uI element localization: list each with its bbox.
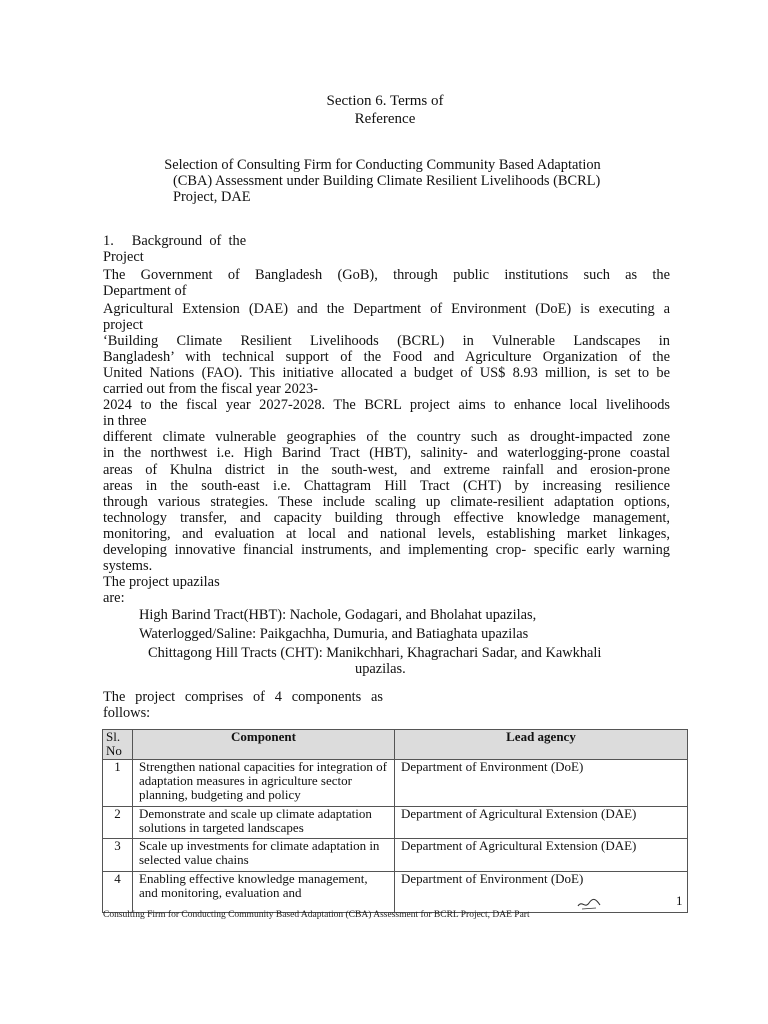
cell-component [133,839,395,872]
list-item-text: High Barind Tract(HBT): Nachole, Godagari, and Bholahat upazilas, [139,607,537,623]
body-line: developing innovative financial instruments, and implementing crop- specific early warning [103,542,670,558]
body-line: through various strategies. These include scaling up climate-resilient adaptation options, [103,494,670,510]
header-component: Component [133,730,395,760]
subtitle-line2: (CBA) Assessment under Building Climate Resilient Livelihoods (BCRL) [173,173,601,189]
components-intro-line2: follows: [103,705,151,721]
body-line: ‘Building Climate Resilient Livelihoods (BCRL) in Vulnerable Landscapes in [103,333,670,349]
list-item [130,645,601,661]
subtitle-line1: Selection of Consulting Firm for Conducting Community Based Adaptation [164,157,601,173]
cell-sl: 2 [103,807,133,839]
header-sl-no: Sl. No [103,730,133,760]
body-line: different climate vulnerable geographies of the country such as drought-impacted zone [103,429,670,445]
document-subtitle [110,157,655,205]
components-intro [103,689,383,721]
body-line: Bangladesh’ with technical support of the Food and Agriculture Organization of the [103,349,670,365]
table-row [103,807,688,839]
list-item-continuation: upazilas. [355,661,406,677]
cell-sl: 3 [103,839,133,872]
subtitle-line3: Project, DAE [173,189,251,205]
list-item-text: Chittagong Hill Tracts (CHT): Manikchhari, Khagrachari Sadar, and Kawkhali [148,645,602,661]
body-line: systems. [103,558,153,574]
body-line: areas of Khulna district in the south-west, and extreme rainfall and erosion-prone [103,462,670,478]
page-footer: Consulting Firm for Conducting Community Based Adaptation (CBA) Assessment for BCRL Project, DAE Part [103,910,530,920]
cell-component-text: Strengthen national capacities for integration of adaptation measures in agriculture sector planning, budgeting and policy [139,760,387,802]
cell-component-text: Scale up investments for climate adaptation in selected value chains [139,839,380,867]
cell-lead: Department of Agricultural Extension (DAE) [395,807,688,839]
table-header-row [103,730,688,760]
cell-lead: Department of Environment (DoE) [395,872,688,913]
cell-lead: Department of Environment (DoE) [395,760,688,807]
cell-component-text: Enabling effective knowledge management, and monitoring, evaluation and [139,872,368,900]
body-line: monitoring, and evaluation at local and national levels, establishing market linkages, [103,526,670,542]
cell-component-text: Demonstrate and scale up climate adaptation solutions in targeted landscapes [139,807,372,835]
body-line: carried out from the fiscal year 2023- [103,381,318,397]
cell-sl: 4 [103,872,133,913]
body-line: are: [103,590,125,606]
section-heading [280,92,490,128]
section-heading-line1: Section 6. Terms of [326,93,444,109]
cell-sl: 1 [103,760,133,807]
list-item [121,607,536,623]
body-line: Department of [103,283,187,299]
body-line: The Government of Bangladesh (GoB), through public institutions such as the [103,267,670,283]
section-title-line2: Project [103,249,144,265]
body-line: in the northwest i.e. High Barind Tract (HBT), salinity- and waterlogging-prone coastal [103,445,670,461]
body-line: 2024 to the fiscal year 2027-2028. The BCRL project aims to enhance local livelihoods [103,397,670,413]
body-line: areas in the south-east i.e. Chattagram Hill Tract (CHT) by increasing resilience [103,478,670,494]
list-item-text: Waterlogged/Saline: Paikgachha, Dumuria, and Batiaghata upazilas [139,626,529,642]
cell-component [133,760,395,807]
header-lead-agency: Lead agency [395,730,688,760]
section-title-line1: 1. Background of the [103,233,247,249]
list-item [121,626,528,642]
components-table [102,729,688,913]
body-line: in three [103,413,147,429]
page-number: 1 [676,893,683,908]
section-title [103,233,303,265]
section-heading-line2: Reference [354,111,416,127]
components-intro-line1: The project comprises of 4 components as [103,689,383,705]
body-line: Agricultural Extension (DAE) and the Department of Environment (DoE) is executing a [103,301,670,317]
table-row [103,839,688,872]
body-line: project [103,317,143,333]
body-line: technology transfer, and capacity building through effective knowledge management, [103,510,670,526]
cell-lead: Department of Agricultural Extension (DAE) [395,839,688,872]
body-line: The project upazilas [103,574,220,590]
table-row [103,760,688,807]
cell-component [133,807,395,839]
cell-component [133,872,395,913]
body-line: United Nations (FAO). This initiative allocated a budget of US$ 8.93 million, is set to be [103,365,670,381]
